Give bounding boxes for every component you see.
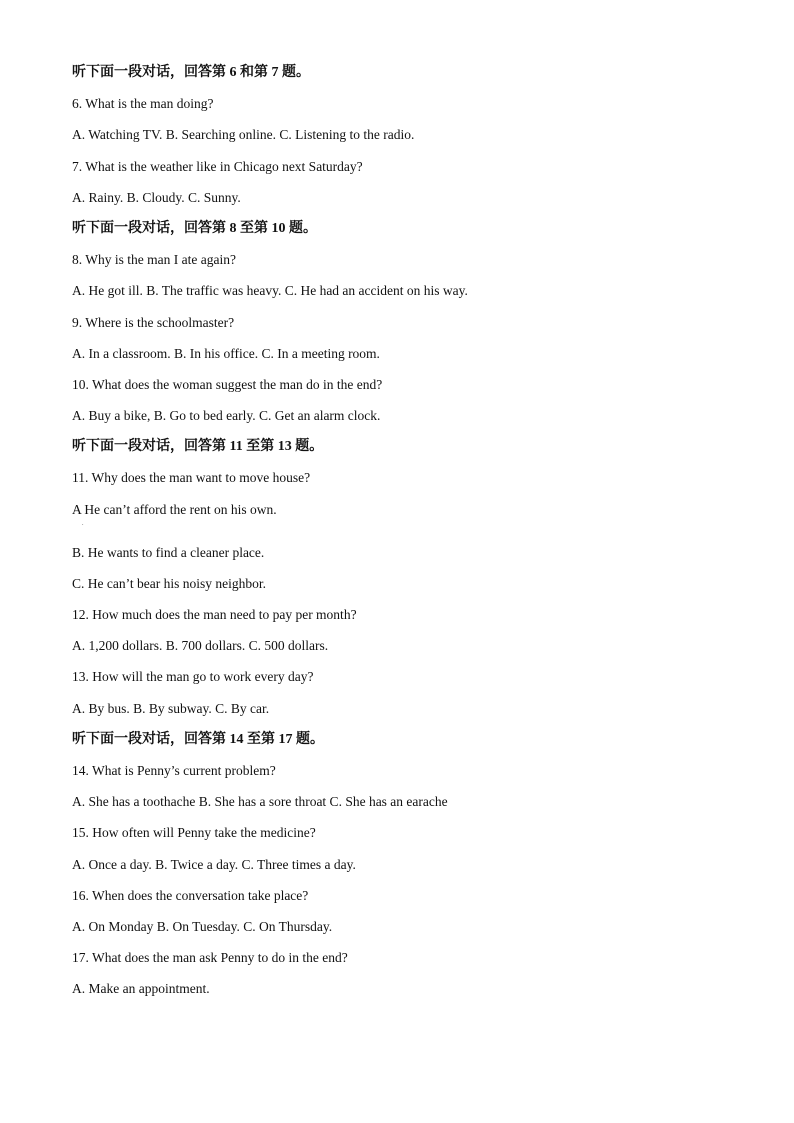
question-16: 16. When does the conversation take place? [72,887,309,903]
question-8: 8. Why is the man I ate again? [72,252,236,268]
options-16: A. On Monday B. On Tuesday. C. On Thursday. [72,918,333,934]
question-10: 10. What does the woman suggest the man do in the end? [72,376,383,392]
options-13: A. By bus. B. By subway. C. By car. [72,700,270,716]
question-13: 13. How will the man go to work every day? [72,669,314,685]
option-11-c: C. He can’t bear his noisy neighbor. [72,575,266,591]
section-heading-8-10: 听下面一段对话，回答第 8 至第 10 题。 [72,220,317,236]
section-heading-11-13: 听下面一段对话，回答第 11 至第 13 题。 [72,439,324,455]
options-6: A. Watching TV. B. Searching online. C. Listening to the radio. [72,127,415,143]
question-11: 11. Why does the man want to move house? [72,470,311,486]
options-14: A. She has a toothache B. She has a sore throat C. She has an earache [72,794,448,810]
question-17: 17. What does the man ask Penny to do in the end? [72,950,348,966]
options-17: A. Make an appointment. [72,981,210,997]
exam-page [72,64,732,1011]
options-8: A. He got ill. B. The traffic was heavy. C. He had an accident on his way. [72,283,468,299]
question-12: 12. How much does the man need to pay per month? [72,607,357,622]
question-7: 7. What is the weather like in Chicago next Saturday? [72,158,363,174]
options-9: A. In a classroom. B. In his office. C. In a meeting room. [72,345,380,361]
options-10: A. Buy a bike, B. Go to bed early. C. Get an alarm clock. [72,408,381,424]
question-9: 9. Where is the schoolmaster? [72,314,235,330]
question-14: 14. What is Penny’s current problem? [72,762,276,778]
option-11-b: B. He wants to find a cleaner place. [72,544,265,560]
section-heading-14-17: 听下面一段对话，回答第 14 至第 17 题。 [72,731,324,747]
options-12: A. 1,200 dollars. B. 700 dollars. C. 500 dollars. [72,638,329,654]
option-11-a [72,501,732,527]
option-11-a-text: A He can’t afford the rent on his own. [72,501,277,517]
options-7: A. Rainy. B. Cloudy. C. Sunny. [72,189,241,205]
section-heading-6-7: 听下面一段对话，回答第 6 和第 7 题。 [72,65,310,80]
options-15: A. Once a day. B. Twice a day. C. Three times a day. [72,856,356,872]
stray-mark: . [82,520,84,527]
question-15: 15. How often will Penny take the medicine? [72,825,316,841]
question-6: 6. What is the man doing? [72,96,214,112]
